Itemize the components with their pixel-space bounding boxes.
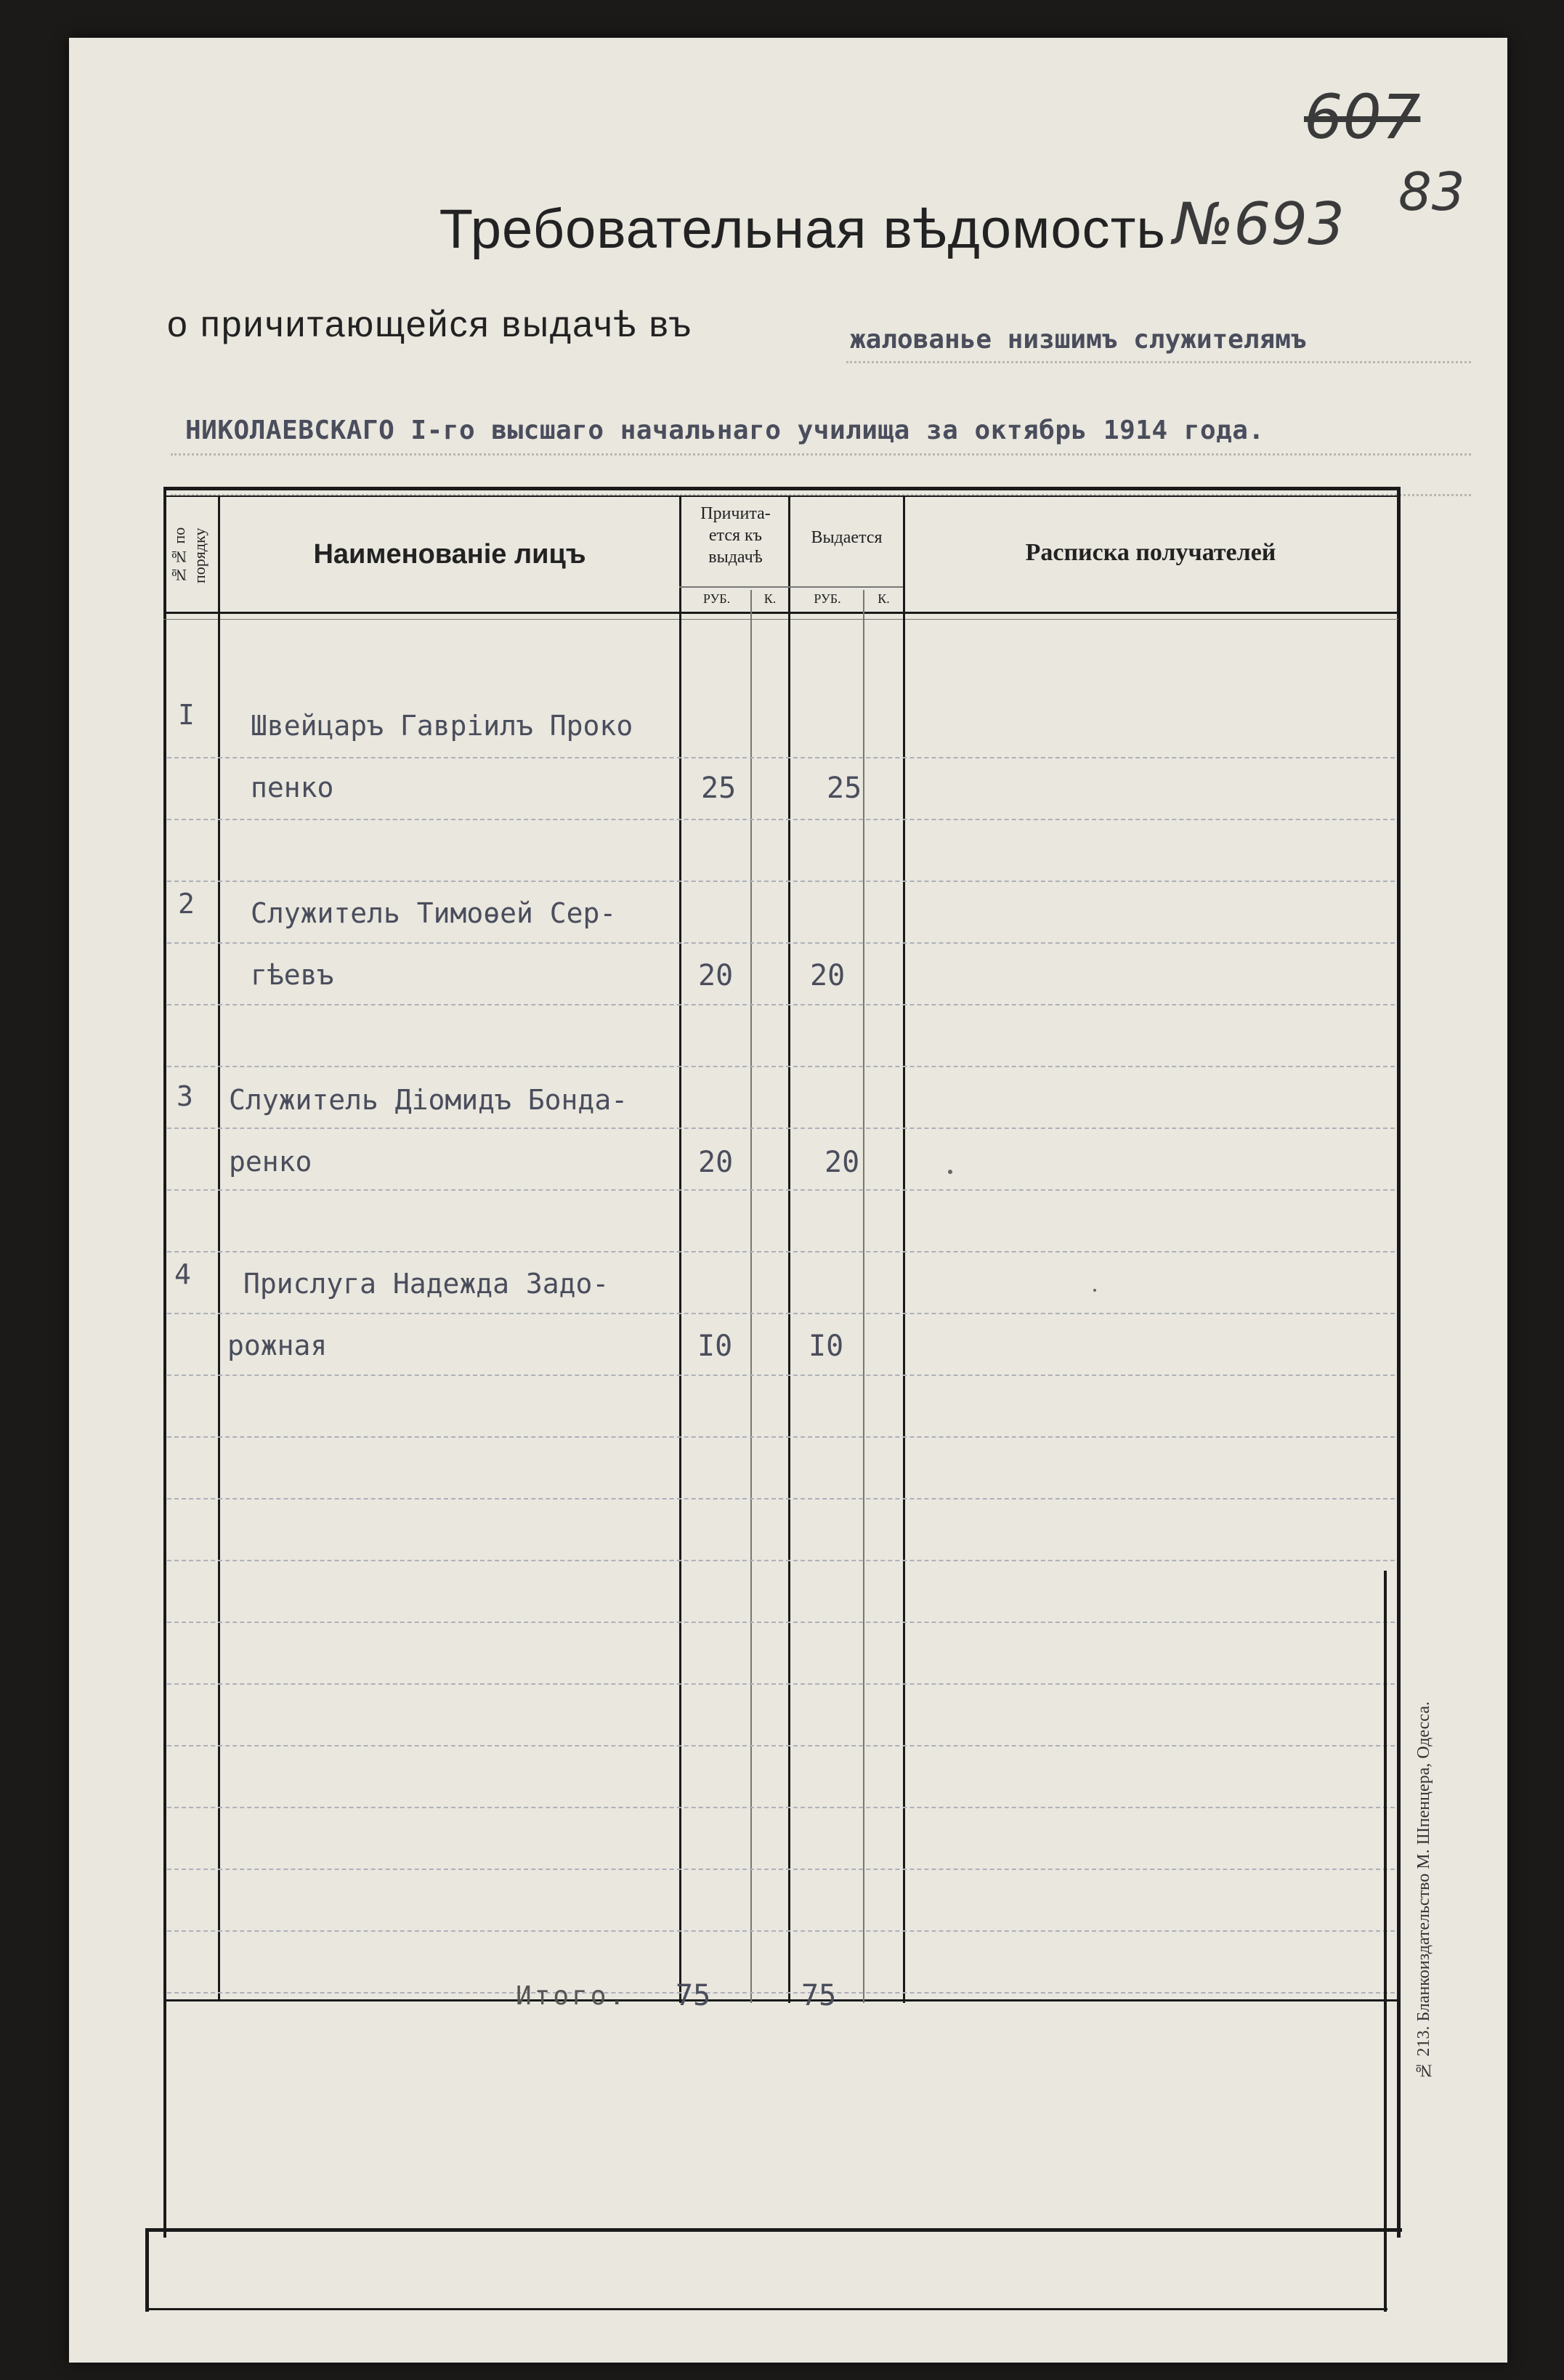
subtitle-typed-purpose: жалованье низшимъ служителямъ	[850, 325, 1307, 355]
table-right-border	[1397, 487, 1401, 2238]
row-number: 2	[178, 888, 195, 920]
header-paid: Выдается	[811, 528, 883, 547]
ink-speck	[948, 1170, 952, 1174]
total-label: Итого.	[516, 1981, 628, 2011]
ruled-line	[167, 1313, 1395, 1314]
title-handwritten-number: №693	[1173, 190, 1345, 258]
col-divider-name	[679, 495, 681, 2003]
header-name: Наименованіе лицъ	[313, 539, 586, 570]
header-receipt: Расписка получателей	[1025, 539, 1276, 566]
ruled-line	[167, 1745, 1395, 1746]
header-due-kop: К.	[763, 591, 777, 606]
ruled-line	[167, 1375, 1395, 1376]
ruled-line	[167, 1004, 1395, 1005]
header-due-rub: РУБ.	[702, 591, 731, 606]
row-due-rub: I0	[697, 1329, 733, 1363]
row-name-line1: Швейцаръ Гавріилъ Проко	[251, 710, 633, 742]
ink-speck	[1093, 1289, 1096, 1292]
total-due: 75	[676, 1979, 711, 2012]
header-bottom-border	[163, 612, 1398, 614]
row-paid-rub: 25	[827, 772, 862, 805]
ruled-line	[167, 1869, 1395, 1870]
document-title: Требовательная вѣдомость	[439, 198, 1166, 260]
ruled-line	[167, 819, 1395, 820]
row-paid-rub: I0	[809, 1329, 844, 1363]
header-num: №№ по порядку	[170, 527, 208, 584]
header-bottom-border-inner	[163, 619, 1398, 620]
ruled-line	[167, 1807, 1395, 1808]
frame-left-lower	[145, 2228, 149, 2312]
printer-imprint: № 213. Бланкоиздательство М. Шпенцера, Одесса.	[1414, 1701, 1433, 2080]
row-name-line2: гѣевъ	[251, 959, 334, 991]
col-divider-due	[788, 495, 790, 2003]
row-number: I	[178, 699, 195, 731]
header-due: Причита- ется къ выдачѣ	[700, 504, 771, 567]
table-bottom-border	[145, 2228, 1402, 2232]
ruled-line	[167, 1128, 1395, 1129]
dotted-line	[171, 453, 1471, 456]
archive-number-struck: 607	[1304, 81, 1421, 153]
col-divider-paid-kop	[863, 590, 864, 2003]
ruled-line	[167, 1498, 1395, 1499]
frame-bottom	[145, 2308, 1387, 2310]
ruled-line	[167, 881, 1395, 882]
ruled-line	[167, 1992, 1395, 1994]
row-paid-rub: 20	[810, 959, 846, 992]
row-number: 4	[174, 1258, 191, 1290]
table-top-border-inner	[163, 495, 1398, 497]
table-top-border	[163, 487, 1398, 490]
ruled-line	[167, 1436, 1395, 1438]
table-left-border	[163, 487, 166, 2238]
row-due-rub: 20	[698, 959, 734, 992]
row-due-rub: 25	[701, 772, 737, 805]
ruled-line	[167, 1622, 1395, 1623]
row-due-rub: 20	[698, 1146, 734, 1179]
row-name-line2: ренко	[229, 1146, 312, 1178]
ruled-line	[167, 1930, 1395, 1932]
row-name-line2: пенко	[251, 772, 334, 804]
row-name-line1: Служитель Діомидъ Бондa-	[229, 1084, 628, 1116]
ruled-line	[167, 1189, 1395, 1191]
dotted-line	[846, 361, 1471, 363]
document-page	[69, 38, 1507, 2363]
ruled-line	[167, 1560, 1395, 1561]
header-paid-rub: РУБ.	[814, 591, 841, 606]
col-divider-num	[218, 495, 220, 1999]
ruled-line	[167, 942, 1395, 944]
col-divider-paid	[903, 495, 905, 2003]
frame-right-lower	[1384, 1571, 1387, 2312]
row-name-line2: рожная	[227, 1329, 328, 1361]
subtitle-typed-institution: НИКОЛАЕВСКАГО I-го высшаго начальнаго училища за октябрь 1914 года.	[185, 416, 1265, 445]
row-number: 3	[177, 1080, 193, 1112]
ruled-line	[167, 1251, 1395, 1252]
header-paid-kop: К.	[878, 591, 890, 606]
ruled-line	[167, 1066, 1395, 1067]
subtitle-printed: о причитающейся выдачѣ въ	[167, 304, 693, 344]
col-divider-due-kop	[750, 590, 752, 2003]
total-row-border	[163, 1999, 1398, 2001]
row-name-line1: Служитель Тимоѳей Сер-	[251, 897, 617, 929]
ruled-line	[167, 1683, 1395, 1685]
row-name-line1: Прислуга Надежда Задо-	[243, 1268, 609, 1300]
ruled-line	[167, 757, 1395, 758]
row-paid-rub: 20	[824, 1146, 860, 1179]
subheader-line	[679, 586, 903, 588]
archive-number: 83	[1398, 161, 1465, 222]
total-paid: 75	[801, 1979, 837, 2012]
